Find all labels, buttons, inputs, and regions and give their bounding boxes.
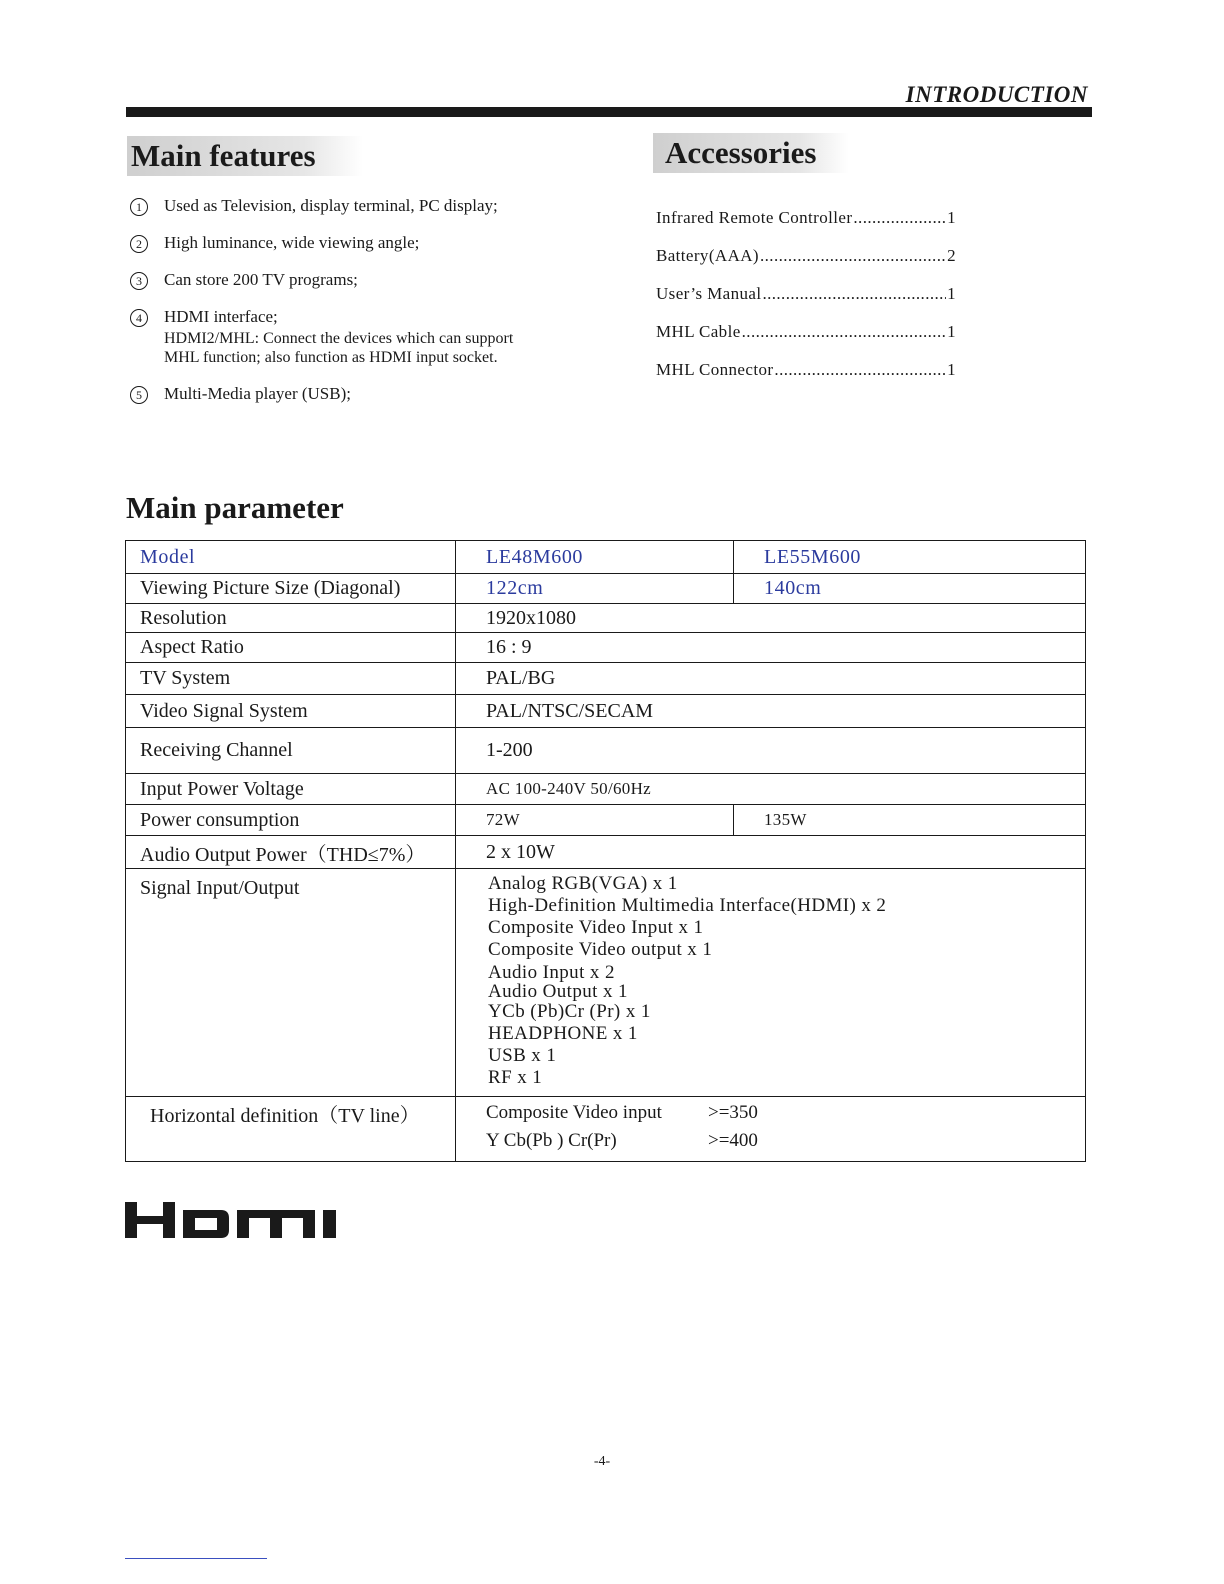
accessory-item <box>656 284 956 322</box>
param-label: Signal Input/Output <box>126 869 456 1097</box>
feature-item <box>130 196 600 216</box>
accessory-name: User’s Manual <box>656 284 762 303</box>
param-value: LE55M600 <box>734 541 1086 574</box>
feature-text: HDMI interface; <box>164 307 278 326</box>
param-value: LE48M600 <box>456 541 734 574</box>
feature-item <box>130 233 600 253</box>
feature-subtext: HDMI2/MHL: Connect the devices which can support MHL function; also function as HDMI input socket. <box>164 330 514 366</box>
table-row <box>126 574 1086 604</box>
footer-rule <box>125 1558 267 1559</box>
list-item: YCb (Pb)Cr (Pr) x 1 <box>488 1001 651 1022</box>
param-value <box>456 869 1086 1097</box>
accessory-qty: 1 <box>947 322 956 341</box>
param-label: Audio Output Power（THD≤7%） <box>126 836 456 869</box>
circled-number: 5 <box>130 386 148 404</box>
table-row <box>126 663 1086 695</box>
circled-number: 2 <box>130 235 148 253</box>
param-value: PAL/NTSC/SECAM <box>456 695 1086 728</box>
feature-item <box>130 270 600 290</box>
param-label: TV System <box>126 663 456 695</box>
param-label: Receiving Channel <box>126 728 456 774</box>
param-value: 72W <box>456 805 734 836</box>
horizontal-definition-list <box>486 1097 1071 1161</box>
feature-text: High luminance, wide viewing angle; <box>164 233 420 252</box>
table-row <box>126 805 1086 836</box>
list-item: RF x 1 <box>488 1067 543 1088</box>
accessory-name: MHL Connector <box>656 360 774 379</box>
table-row <box>126 695 1086 728</box>
list-item: Composite Video output x 1 <box>488 939 713 960</box>
section-label: INTRODUCTION <box>905 82 1088 107</box>
feature-text: Can store 200 TV programs; <box>164 270 358 289</box>
list-item <box>486 1127 1071 1155</box>
table-row <box>126 869 1086 1097</box>
parameter-table <box>125 540 1086 1162</box>
accessory-item <box>656 322 956 360</box>
feature-text: Used as Television, display terminal, PC display; <box>164 196 498 215</box>
param-value: AC 100-240V 50/60Hz <box>456 774 1086 805</box>
table-row <box>126 633 1086 663</box>
table-row <box>126 1097 1086 1162</box>
param-label: Model <box>126 541 456 574</box>
hd-value: >=350 <box>708 1102 758 1123</box>
hd-name: Y Cb(Pb ) Cr(Pr) <box>486 1130 617 1151</box>
list-item: Audio Input x 2 <box>488 962 615 983</box>
param-value: PAL/BG <box>456 663 1086 695</box>
accessory-name: Battery(AAA) <box>656 246 759 265</box>
table-row <box>126 774 1086 805</box>
param-label: Resolution <box>126 604 456 633</box>
param-label: Horizontal definition（TV line） <box>126 1097 456 1162</box>
param-label: Aspect Ratio <box>126 633 456 663</box>
param-label: Viewing Picture Size (Diagonal) <box>126 574 456 604</box>
main-features-heading: Main features <box>127 136 363 176</box>
accessory-name: MHL Cable <box>656 322 741 341</box>
accessory-qty: 1 <box>947 208 956 227</box>
circled-number: 4 <box>130 309 148 327</box>
accessory-item <box>656 208 956 246</box>
list-item: Audio Output x 1 <box>488 981 628 1002</box>
table-row <box>126 728 1086 774</box>
param-value: 140cm <box>734 574 1086 604</box>
table-row <box>126 604 1086 633</box>
accessory-item <box>656 360 956 398</box>
circled-number: 1 <box>130 198 148 216</box>
main-parameter-heading: Main parameter <box>126 490 344 525</box>
accessories-list <box>656 208 956 398</box>
page-number: -4- <box>593 1454 611 1469</box>
accessory-qty: 1 <box>947 284 956 303</box>
param-label: Power consumption <box>126 805 456 836</box>
param-value: 1920x1080 <box>456 604 1086 633</box>
feature-item <box>130 307 600 367</box>
circled-number: 3 <box>130 272 148 290</box>
accessory-item <box>656 246 956 284</box>
feature-text: Multi-Media player (USB); <box>164 384 351 403</box>
accessories-heading: Accessories <box>653 133 849 173</box>
param-value: 135W <box>734 805 1086 836</box>
hd-name: Composite Video input <box>486 1102 662 1123</box>
list-item: Composite Video Input x 1 <box>488 917 704 938</box>
accessory-qty: 1 <box>947 360 956 379</box>
table-row <box>126 541 1086 574</box>
param-value: 16 : 9 <box>456 633 1086 663</box>
features-list <box>130 196 600 421</box>
list-item: USB x 1 <box>488 1045 557 1066</box>
list-item: High-Definition Multimedia Interface(HDMI) x 2 <box>488 895 887 916</box>
feature-item <box>130 384 600 404</box>
hd-value: >=400 <box>708 1130 758 1151</box>
param-value: 2 x 10W <box>456 836 1086 869</box>
signal-io-list <box>486 869 1071 1095</box>
param-value: 1-200 <box>456 728 1086 774</box>
param-label: Input Power Voltage <box>126 774 456 805</box>
table-row <box>126 836 1086 869</box>
param-value <box>456 1097 1086 1162</box>
accessory-name: Infrared Remote Controller <box>656 208 853 227</box>
list-item <box>486 1099 1071 1127</box>
param-value: 122cm <box>456 574 734 604</box>
list-item: Analog RGB(VGA) x 1 <box>488 873 678 894</box>
header-bar <box>126 107 1092 117</box>
hdmi-logo <box>125 1200 339 1240</box>
accessory-qty: 2 <box>947 246 956 265</box>
param-label: Video Signal System <box>126 695 456 728</box>
list-item: HEADPHONE x 1 <box>488 1023 638 1044</box>
